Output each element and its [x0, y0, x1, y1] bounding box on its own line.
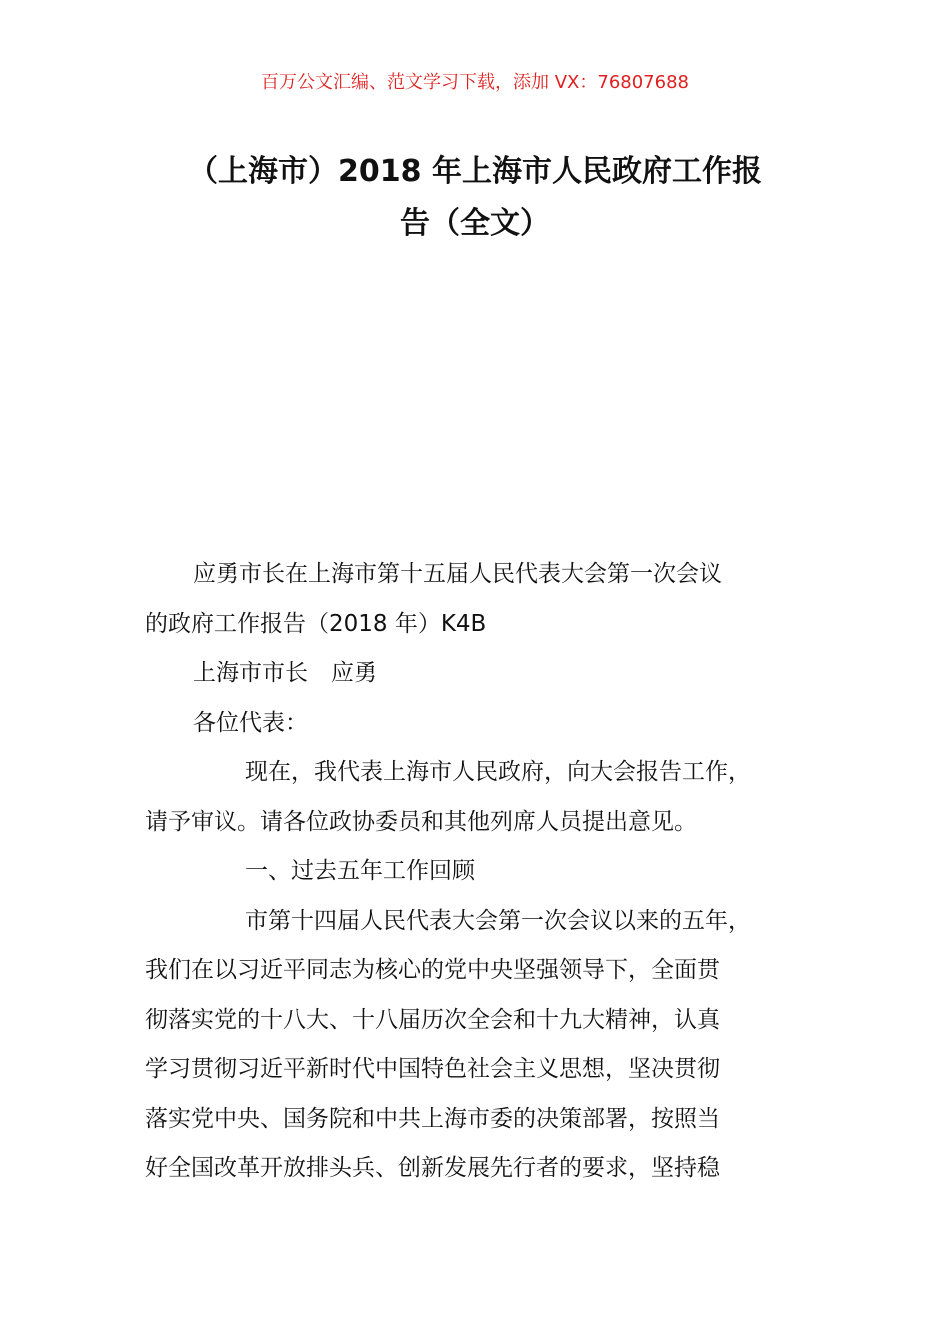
text-line: 好全国改革开放排头兵、创新发展先行者的要求，坚持稳 [145, 1155, 720, 1181]
text-line: 市第十四届人民代表大会第一次会议以来的五年， [245, 907, 751, 934]
opening-paragraph [145, 748, 835, 847]
section-heading-1: 一、过去五年工作回顾 [245, 858, 475, 884]
document-title [140, 146, 810, 250]
author-line: 上海市市长 应勇 [193, 660, 377, 686]
report-intro-paragraph [145, 550, 835, 649]
title-line-2: 告（全文） [400, 206, 550, 241]
text-line: 落实党中央、国务院和中共上海市委的决策部署，按照当 [145, 1105, 720, 1132]
text-line: 应勇市长在上海市第十五届人民代表大会第一次会议 [193, 561, 722, 587]
text-line: 请予审议。请各位政协委员和其他列席人员提出意见。 [145, 808, 697, 835]
text-line: 学习贯彻习近平新时代中国特色社会主义思想，坚决贯彻 [145, 1056, 720, 1082]
text-line: 现在，我代表上海市人民政府，向大会报告工作， [245, 759, 751, 785]
salutation: 各位代表： [193, 709, 308, 736]
document-body [145, 550, 835, 1194]
title-line-1: （上海市）2018 年上海市人民政府工作报 [188, 154, 762, 189]
text-line: 我们在以习近平同志为核心的党中央坚强领导下，全面贯 [145, 957, 720, 983]
review-paragraph [145, 897, 835, 1194]
header-banner: 百万公文汇编、范文学习下载，添加 VX：76807688 [261, 72, 689, 93]
text-line: 彻落实党的十八大、十八届历次全会和十九大精神，认真 [145, 1006, 720, 1033]
text-line: 的政府工作报告（2018 年）K4B [145, 610, 487, 637]
